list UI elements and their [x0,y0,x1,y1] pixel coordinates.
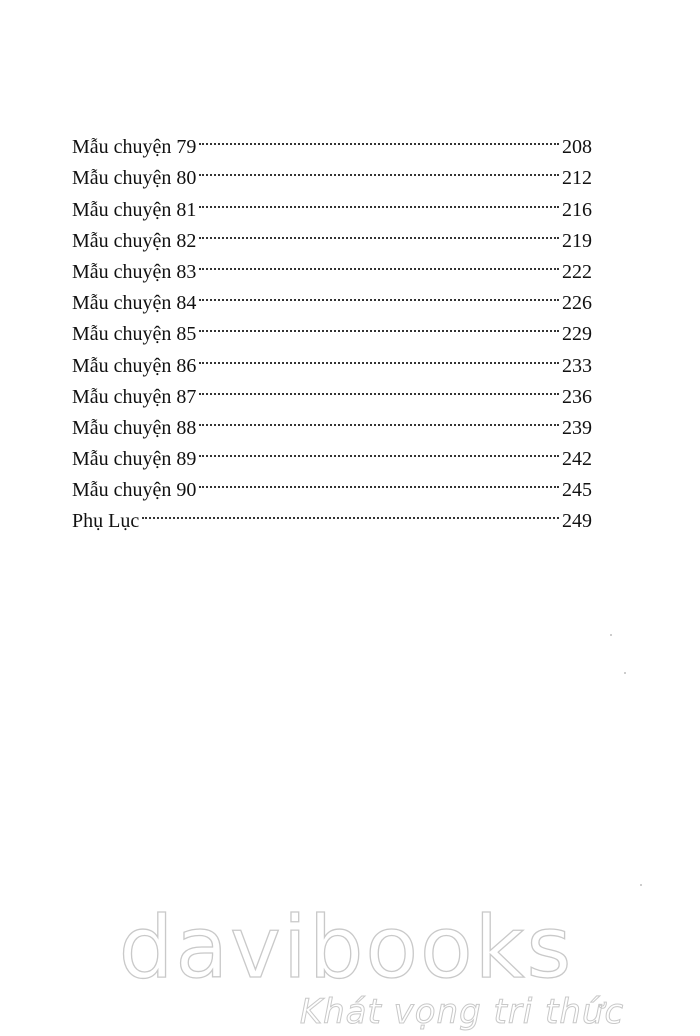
toc-entry-page: 242 [562,448,592,471]
toc-entry-page: 212 [562,167,592,190]
toc-entry-title: Mẫu chuyện 79 [72,136,197,159]
toc-entry-title: Mẫu chuyện 87 [72,385,197,408]
toc-entry-page: 226 [562,292,592,315]
watermark-brand: davibooks [118,898,574,998]
toc-entry-title: Mẫu chuyện 81 [72,198,197,221]
toc-dot-leader [199,403,559,434]
toc-entry-page: 245 [562,479,592,502]
toc-entry-page: 222 [562,260,592,283]
toc-entry-title: Mẫu chuyện 80 [72,167,197,190]
toc-entry-title: Mẫu chuyện 89 [72,448,197,471]
scan-speck [610,634,612,636]
toc-dot-leader [199,122,559,153]
toc-entry-title: Mẫu chuyện 86 [72,354,197,377]
toc-entry-title: Mẫu chuyện 88 [72,416,197,439]
toc-entry-title: Mẫu chuyện 85 [72,323,197,346]
toc-entry-page: 236 [562,385,592,408]
toc-dot-leader [199,434,559,465]
toc-dot-leader [199,340,559,371]
toc-entry [72,122,592,159]
toc-dot-leader [199,278,559,309]
toc-dot-leader [199,372,559,403]
watermark-tagline: Khát vọng tri thức [299,992,625,1032]
toc-entry-page: 233 [562,354,592,377]
scan-speck [624,672,626,674]
toc-dot-leader [199,465,559,496]
toc-dot-leader [199,309,559,340]
toc-entry-page: 208 [562,136,592,159]
toc-dot-leader [199,247,559,278]
table-of-contents [72,122,592,533]
toc-entry-page: 229 [562,323,592,346]
toc-dot-leader [199,216,559,247]
toc-entry-title: Mẫu chuyện 90 [72,479,197,502]
toc-dot-leader [199,153,559,184]
toc-entry-appendix [72,496,592,533]
toc-entry-title: Mẫu chuyện 83 [72,260,197,283]
toc-entry-title: Mẫu chuyện 84 [72,292,197,315]
toc-entry-title: Phụ Lục [72,510,140,533]
toc-entry-page: 249 [562,510,592,533]
toc-dot-leader [199,184,559,215]
toc-dot-leader [142,496,559,527]
toc-entry-page: 216 [562,198,592,221]
toc-entry-page: 219 [562,229,592,252]
toc-entry-title: Mẫu chuyện 82 [72,229,197,252]
toc-entry-page: 239 [562,416,592,439]
scan-speck [640,884,642,886]
